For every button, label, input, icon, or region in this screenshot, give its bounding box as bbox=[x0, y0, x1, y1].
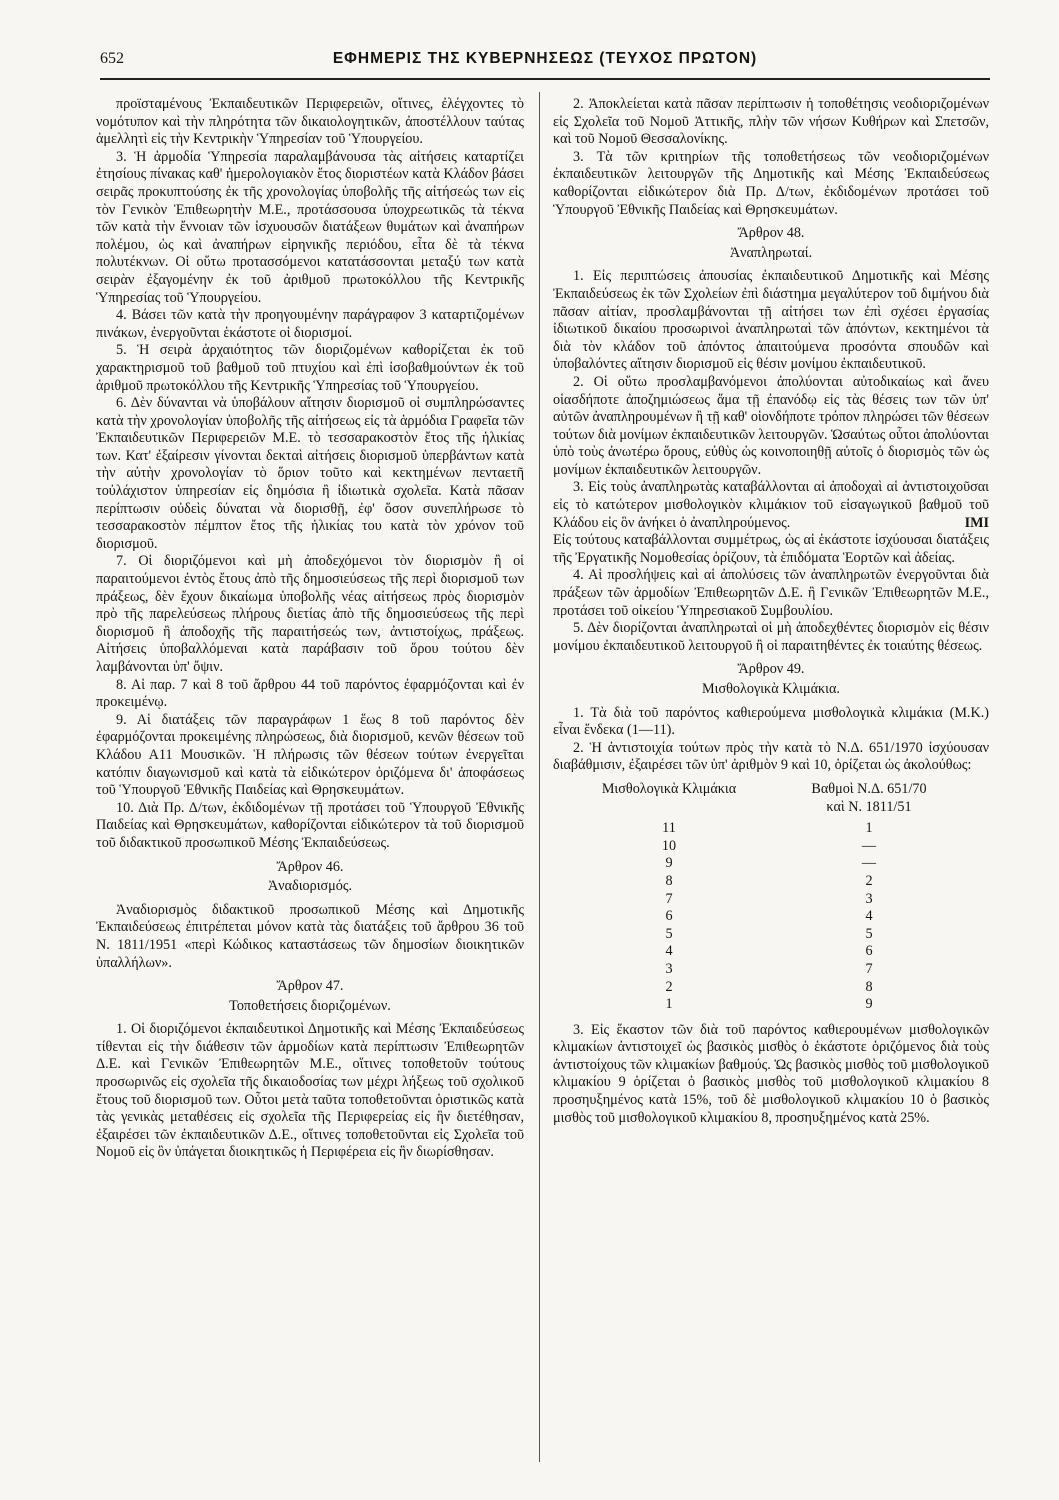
table-cell-grade: 6 bbox=[865, 943, 873, 960]
article-48-paragraph-2: 2. Οἱ οὕτω προσλαμβανόμενοι ἀπολύονται αὐτοδικαίως καὶ ἄνευ οἱασδήποτε ἀποζημιώσεως ἅμα τῇ ἐπανόδῳ εἰς τὰς θέσεις των τῶν ὑπ' αὐτῶν ἀναπληρουμένων ἢ τῇ καθ' οἱονδήποτε τρόπον πληρώσει τῶν θέσεων τούτων διὰ μονίμων ἐκπαιδευτικῶν λειτουργῶν. Ὡσαύτως οὗτοι ἀπολύονται ὑπὸ τοὺς ἀνωτέρω ὅρους, εὐθὺς ὡς κοινοποιηθῇ αὐτοῖς ὁ διορισμὸς τῶν ὡς μονίμων ἐκπαιδευτικῶν λειτουργῶν. bbox=[553, 373, 989, 478]
table-row bbox=[569, 996, 969, 1014]
table-cell-grade: 3 bbox=[865, 890, 873, 907]
table-cell-scale: 5 bbox=[665, 925, 673, 942]
article-48-paragraph-3 bbox=[553, 479, 989, 532]
table-row bbox=[569, 961, 969, 979]
article-47-heading: Ἄρθρον 47. bbox=[276, 978, 344, 995]
table-cell-grade: 5 bbox=[865, 925, 873, 942]
table-row bbox=[569, 926, 969, 944]
table-cell-scale: 10 bbox=[661, 837, 677, 854]
article-47-paragraph-3: 3. Τὰ τῶν κριτηρίων τῆς τοποθετήσεως τῶν νεοδιοριζομένων ἐκπαιδευτικῶν λειτουργῶν τῆς Δημοτικῆς καὶ Μέσης Ἐκπαιδεύσεως καθορίζονται εἰδικώτερον διὰ Πρ. Δ/των, ἐκδιδομένων προτάσει τοῦ Ὑπουργοῦ Ἐθνικῆς Παιδείας καὶ Θρησκευμάτων. bbox=[553, 148, 989, 218]
table-row bbox=[569, 891, 969, 909]
table-cell-grade: 7 bbox=[865, 960, 873, 977]
table-row bbox=[569, 855, 969, 873]
table-cell-grade: — bbox=[861, 837, 877, 854]
table-row bbox=[569, 838, 969, 856]
paragraph-6: 6. Δὲν δύνανται νὰ ὑποβάλουν αἴτησιν διορισμοῦ οἱ συμπληρώσαντες κατὰ τὴν χρονολογίαν ὑποβολῆς τῆς αἰτήσεως εἰς τὰ ἁρμόδια Γραφεῖα τῶν Ἐκπαιδευτικῶν Περιφερειῶν Μ.Ε. τὸ τεσσαρακοστὸν ἔτος τῆς ἡλικίας των. Κατ' ἐξαίρεσιν γίνονται δεκταὶ αἰτήσεις διορισμοῦ ὑπερβάντων κατὰ τὴν αὐτὴν χρονολογίαν τὸ ὅριον τοῦτο καὶ κεκτημένων πενταετῆ τοὐλάχιστον ὑπηρεσίαν εἰς δημόσια ἢ ἰδιωτικὰ σχολεῖα. Κατὰ πᾶσαν περίπτωσιν οὐδεὶς δύναται νὰ διορισθῇ, ἐφ' ὅσον συνεπλήρωσε τὸ τεσσαρακοστὸν πέμπτον ἔτος τῆς ἡλικίας του κατὰ τὸν χρόνον τοῦ διορισμοῦ. bbox=[96, 395, 524, 552]
salary-scale-table bbox=[569, 781, 969, 1014]
table-row bbox=[569, 820, 969, 838]
article-46-title: Ἀναδιορισμός. bbox=[267, 878, 353, 895]
paragraph-9: 9. Αἱ διατάξεις τῶν παραγράφων 1 ἕως 8 τοῦ παρόντος δὲν ἐφαρμόζονται προκειμένης πληρώσεως, διὰ διορισμοῦ, κενῶν θέσεων τοῦ Κλάδου Α11 Μουσικῶν. Ἡ πλήρωσις τῶν θέσεων τούτων ἐνεργεῖται κατόπιν διαγωνισμοῦ καὶ κατὰ τὰ εἰδικώτερον ὁριζόμενα δι' ἀποφάσεως τοῦ Ὑπουργοῦ Ἐθνικῆς Παιδείας καὶ Θρησκευμάτων. bbox=[96, 711, 524, 799]
article-49-paragraph-2: 2. Ἡ ἀντιστοιχία τούτων πρὸς τὴν κατὰ τὸ Ν.Δ. 651/1970 ἰσχύουσαν διαβάθμισιν, ἐξαιρέσει τῶν ὑπ' ἀριθμὸν 9 καὶ 10, ὁρίζεται ὡς ἀκολούθως: bbox=[553, 739, 989, 774]
article-48-paragraph-4: 4. Αἱ προσλήψεις καὶ αἱ ἀπολύσεις τῶν ἀναπληρωτῶν ἐνεργοῦνται διὰ πράξεων τῶν ἁρμοδίων Ἐπιθεωρητῶν Δ.Ε. ἢ Γενικῶν Ἐπιθεωρητῶν Μ.Ε., προτάσει τοῦ οἰκείου Ὑπηρεσιακοῦ Συμβουλίου. bbox=[553, 567, 989, 619]
paragraph-5: 5. Ἡ σειρὰ ἀρχαιότητος τῶν διοριζομένων καθορίζεται ἐκ τοῦ χαρακτηρισμοῦ τοῦ βαθμοῦ τοῦ πτυχίου καὶ ἐπὶ ἰσοβαθμούντων ἐκ τοῦ ἀριθμοῦ πρωτοκόλλου τῆς Κεντρικῆς Ὑπηρεσίας τοῦ Ὑπουργείου. bbox=[96, 342, 524, 394]
table-header-row bbox=[569, 781, 969, 820]
table-cell-scale: 2 bbox=[665, 978, 673, 995]
table-header-scales: Μισθολογικὰ Κλιμάκια bbox=[601, 780, 737, 797]
table-cell-grade: 4 bbox=[865, 908, 873, 925]
table-cell-grade: 2 bbox=[865, 872, 873, 889]
table-body bbox=[569, 820, 969, 1014]
article-48-paragraph-3-text: 3. Εἰς τοὺς ἀναπληρωτὰς καταβάλλονται αἱ ἀποδοχαὶ αἱ ἀντιστοιχοῦσαι εἰς τὸ κατώτερον μισθολογικὸν κλιμάκιον τοῦ εἰσαγωγικοῦ βαθμοῦ τοῦ Κλάδου εἰς ὃν ἀνήκει ὁ ἀναπληρούμενος. bbox=[553, 479, 989, 531]
table-cell-scale: 8 bbox=[665, 872, 673, 889]
left-column bbox=[96, 96, 524, 1162]
margin-mark: ΙΜΙ bbox=[964, 514, 989, 531]
table-row bbox=[569, 979, 969, 997]
article-46-text: Ἀναδιορισμὸς διδακτικοῦ προσωπικοῦ Μέσης καὶ Δημοτικῆς Ἐκπαιδεύσεως ἐπιτρέπεται μόνον κατὰ τὰς διατάξεις τοῦ ἄρθρου 36 τοῦ Ν. 1811/1951 «περὶ Κώδικος καταστάσεως τῶν δημοσίων διοικητικῶν ὑπαλλήλων». bbox=[96, 901, 524, 971]
table-header-grades bbox=[769, 781, 969, 820]
table-cell-scale: 6 bbox=[665, 908, 673, 925]
article-47-paragraph-1: 1. Οἱ διοριζόμενοι ἐκπαιδευτικοὶ Δημοτικῆς καὶ Μέσης Ἐκπαιδεύσεως τίθενται εἰς τὴν διάθεσιν τῶν ἁρμοδίων κατὰ περίπτωσιν Ἐπιθεωρητῶν Δ.Ε. καὶ Γενικῶν Ἐπιθεωρητῶν Μ.Ε., οἵτινες τοποθετοῦν τούτους προσωρινῶς εἰς σχολεῖα τῆς δικαιοδοσίας των μέχρι λήξεως τοῦ σχολικοῦ ἔτους τοῦ διορισμοῦ των. Οὗτοι μετὰ ταῦτα τοποθετοῦνται ὁριστικῶς κατὰ τὰς γενικὰς μεταθέσεις εἰς σχολεῖα τῆς Περιφερείας εἰς ἣν διετέθησαν, ἐξαιρέσει τῶν ἐκπαιδευτικῶν Δ.Ε., οἵτινες τοποθετοῦνται εἰς Σχολεῖα τοῦ Νομοῦ εἰς ὃν ὑπάγεται διοικητικῶς ἡ Περιφέρεια εἰς ἣν διωρίσθησαν. bbox=[96, 1021, 524, 1161]
article-48-title: Ἀναπληρωταί. bbox=[729, 244, 813, 261]
table-row bbox=[569, 943, 969, 961]
paragraph-intro: προϊσταμένους Ἐκπαιδευτικῶν Περιφερειῶν, οἵτινες, ἐλέγχοντες τὸ νομότυπον καὶ τὴν πληρότητα τῶν δικαιολογητικῶν, ἀποστέλλουν ταύτας ἀμελλητὶ εἰς τὴν Κεντρικὴν Ὑπηρεσίαν τοῦ Ὑπουργείου. bbox=[96, 96, 524, 148]
article-47-paragraph-2: 2. Ἀποκλείεται κατὰ πᾶσαν περίπτωσιν ἡ τοποθέτησις νεοδιοριζομένων εἰς Σχολεῖα τοῦ Νομοῦ Ἀττικῆς, πλὴν τῶν νήσων Κυθήρων καὶ Σπετσῶν, καὶ τοῦ Νομοῦ Θεσσαλονίκης. bbox=[553, 96, 989, 148]
table-cell-scale: 1 bbox=[665, 996, 673, 1013]
table-cell-scale: 3 bbox=[665, 960, 673, 977]
article-48-paragraph-3b: Εἰς τούτους καταβάλλονται συμμέτρως, ὡς αἱ ἑκάστοτε ἰσχύουσαι διατάξεις τῆς Ἐργατικῆς Νομοθεσίας ὁρίζουν, τὰ ἐπιδόματα Ἑορτῶν καὶ ἀδείας. bbox=[553, 532, 989, 566]
article-47-title: Τοποθετήσεις διοριζομένων. bbox=[229, 997, 391, 1014]
article-48-paragraph-5: 5. Δὲν διορίζονται ἀναπληρωταὶ οἱ μὴ ἀποδεχθέντες διορισμὸν εἰς θέσιν μονίμου ἐκπαιδευτικοῦ λειτουργοῦ ἢ οἱ παραιτηθέντες ἐκ τοιαύτης θέσεως. bbox=[553, 620, 989, 654]
table-header-grades-line2: καὶ Ν. 1811/51 bbox=[826, 798, 912, 815]
paragraph-8: 8. Αἱ παρ. 7 καὶ 8 τοῦ ἄρθρου 44 τοῦ παρόντος ἐφαρμόζονται καὶ ἐν προκειμένῳ. bbox=[96, 676, 524, 711]
article-49-heading: Ἄρθρον 49. bbox=[737, 661, 805, 678]
table-header-grades-line1: Βαθμοὶ Ν.Δ. 651/70 bbox=[811, 780, 927, 797]
right-column bbox=[553, 96, 989, 1127]
table-cell-scale: 7 bbox=[665, 890, 673, 907]
table-cell-grade: 9 bbox=[865, 996, 873, 1013]
table-row bbox=[569, 908, 969, 926]
article-46-heading: Ἄρθρον 46. bbox=[276, 858, 344, 875]
table-cell-grade: 8 bbox=[865, 978, 873, 995]
table-cell-grade: — bbox=[861, 855, 877, 872]
article-49-paragraph-3: 3. Εἰς ἕκαστον τῶν διὰ τοῦ παρόντος καθιερουμένων μισθολογικῶν κλιμακίων ἀντιστοιχεῖ ὡς βασικὸς μισθὸς ὁ ἑκάστοτε ὁριζόμενος διὰ τοὺς ἀντιστοίχους τῶν κλιμακίων βαθμούς. Ὡς βασικὸς μισθὸς τοῦ μισθολογικοῦ κλιμακίου 9 ὁρίζεται ὁ βασικὸς μισθὸς τοῦ μισθολογικοῦ κλιμακίου 8 προσηυξημένος κατὰ 15%, τοῦ δὲ μισθολογικοῦ κλιμακίου 10 ὁ βασικὸς μισθὸς τοῦ μισθολογικοῦ κλιμακίου 8, προσηυξημένος κατὰ 25%. bbox=[553, 1021, 989, 1126]
page-header bbox=[100, 48, 990, 80]
table-cell-scale: 11 bbox=[662, 820, 676, 837]
table-cell-scale: 9 bbox=[665, 855, 673, 872]
table-cell-scale: 4 bbox=[665, 943, 673, 960]
article-49-paragraph-1: 1. Τὰ διὰ τοῦ παρόντος καθιερούμενα μισθολογικὰ κλιμάκια (Μ.Κ.) εἶναι ἕνδεκα (1—11). bbox=[553, 704, 989, 739]
paragraph-3: 3. Ἡ ἁρμοδία Ὑπηρεσία παραλαμβάνουσα τὰς αἰτήσεις καταρτίζει ἐτησίους πίνακας καθ' ἡμερολογιακὸν ἔτος διοριστέων κατὰ Κλάδον βάσει σειρᾶς προκυπτούσης ἐκ τῆς χρονολογίας ὑποβολῆς τῆς αἰτήσεώς των εἰς τὸν Γενικὸν Ἐπιθεωρητὴν Μ.Ε., προτάσσουσα ὑποχρεωτικῶς τὰ τέκνα τῶν κατὰ τὴν ἔννοιαν τῶν ἰσχυουσῶν διατάξεων θυμάτων καὶ ἀναπήρων πολέμου, ὡς καὶ ἀναπήρων εἰρηνικῆς περιόδου, εἶτα δὲ τὰ τέκνα πολυτέκνων. Οἱ οὕτω προτασσόμενοι κατατάσσονται μεταξύ των κατὰ σειρὰν ἐξαγομένην ἐκ τοῦ ἀριθμοῦ πρωτοκόλλου τῆς Κεντρικῆς Ὑπηρεσίας τοῦ Ὑπουργείου. bbox=[96, 148, 524, 306]
paragraph-7: 7. Οἱ διοριζόμενοι καὶ μὴ ἀποδεχόμενοι τὸν διορισμὸν ἢ οἱ παραιτούμενοι ἐντὸς ἔτους ἀπὸ τῆς δημοσιεύσεως τῆς περὶ διορισμοῦ των πράξεως, δὲν ἔχουν δικαίωμα ὑποβολῆς νέας αἰτήσεως πρὸς διορισμὸν πρὸ τῆς παρελεύσεως πλήρους διετίας ἀπὸ τῆς δημοσιεύσεως τῆς περὶ διορισμοῦ ἢ ἀποδοχῆς τῆς παραιτήσεώς των, ἀντιστοίχως, πράξεως. Αἰτήσεις ὑποβαλλόμεναι κατὰ παράβασιν τοῦ ὅρου τούτου δὲν λαμβάνονται ὑπ' ὄψιν. bbox=[96, 553, 524, 675]
page-title: ΕΦΗΜΕΡΙΣ ΤΗΣ ΚΥΒΕΡΝΗΣΕΩΣ (ΤΕΥΧΟΣ ΠΡΩΤΟΝ) bbox=[332, 50, 758, 67]
article-48-heading: Ἄρθρον 48. bbox=[737, 225, 805, 242]
paragraph-10: 10. Διὰ Πρ. Δ/των, ἐκδιδομένων τῇ προτάσει τοῦ Ὑπουργοῦ Ἐθνικῆς Παιδείας καὶ Θρησκευμάτων, καθορίζονται εἰδικώτερον τὰ τοῦ διορισμοῦ τοῦ διδακτικοῦ προσωπικοῦ Μέσης Ἐκπαιδεύσεως. bbox=[96, 799, 524, 851]
table-cell-grade: 1 bbox=[865, 820, 873, 837]
table-row bbox=[569, 873, 969, 891]
article-49-title: Μισθολογικὰ Κλιμάκια. bbox=[702, 681, 840, 697]
article-48-paragraph-1: 1. Εἰς περιπτώσεις ἀπουσίας ἐκπαιδευτικοῦ Δημοτικῆς καὶ Μέσης Ἐκπαιδεύσεως ἐκ τῶν Σχολείων ἐπὶ διάστημα μεγαλύτερον τοῦ διμήνου διὰ πᾶσαν αἰτίαν, προσλαμβάνονται τῇ αἰτήσει των ἐπὶ σχέσει ἐργασίας ἰδιωτικοῦ δικαίου προσωρινοὶ ἀναπληρωταὶ τῶν ἀπόντων, κεκτημένοι τὰ διὰ τὸν κλάδον τοῦ ἀπόντος ἀπαιτούμενα προσόντα σπουδῶν καὶ ὑποβαλόντες αἴτησιν διορισμοῦ εἰς θέσιν μονίμου ἐκπαιδευτικοῦ. bbox=[553, 268, 989, 373]
page-number: 652 bbox=[100, 50, 124, 67]
paragraph-4: 4. Βάσει τῶν κατὰ τὴν προηγουμένην παράγραφον 3 καταρτιζομένων πινάκων, ἐνεργοῦνται ἑκάστοτε οἱ διορισμοί. bbox=[96, 307, 524, 341]
column-divider bbox=[539, 92, 540, 1462]
